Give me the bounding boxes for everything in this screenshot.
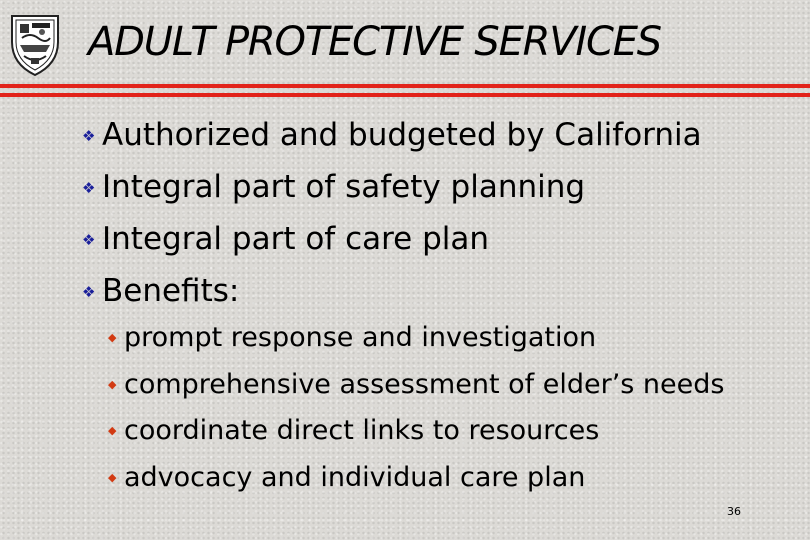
page-title: ADULT PROTECTIVE SERVICES (88, 19, 661, 65)
list-item-text: Integral part of safety planning (102, 169, 586, 205)
diamond-bullet-icon: ◆ (108, 331, 117, 344)
diamond-bullet-icon: ◆ (108, 424, 117, 437)
sub-list-item (108, 411, 724, 458)
bullet-icon: ❖ (82, 179, 96, 197)
sub-list-item-text: coordinate direct links to resources (124, 415, 600, 446)
sub-list-item-text: prompt response and investigation (124, 322, 597, 353)
list-item (82, 269, 702, 321)
list-item (82, 165, 702, 217)
sub-list-item (108, 458, 724, 505)
bullet-icon: ❖ (82, 283, 96, 301)
sub-list-item-text: comprehensive assessment of elder’s needs (124, 368, 725, 400)
list-item (82, 113, 702, 165)
list-item-text: Integral part of care plan (102, 221, 490, 257)
sub-list-item-text: advocacy and individual care plan (124, 461, 586, 493)
diamond-bullet-icon: ◆ (108, 470, 117, 484)
bullet-icon: ❖ (82, 231, 96, 249)
title-divider-top (0, 84, 810, 88)
benefits-sub-list (108, 318, 724, 504)
bullet-icon: ❖ (82, 127, 96, 145)
title-divider-bottom (0, 93, 810, 97)
county-seal-shield-icon (10, 12, 60, 78)
diamond-bullet-icon: ◆ (108, 377, 117, 391)
list-item (82, 217, 702, 269)
sub-list-item (108, 365, 724, 412)
list-item-text: Benefits: (102, 273, 240, 309)
main-bullet-list (82, 113, 702, 321)
sub-list-item (108, 318, 724, 365)
page-number: 36 (727, 505, 741, 518)
list-item-text: Authorized and budgeted by California (102, 117, 702, 153)
